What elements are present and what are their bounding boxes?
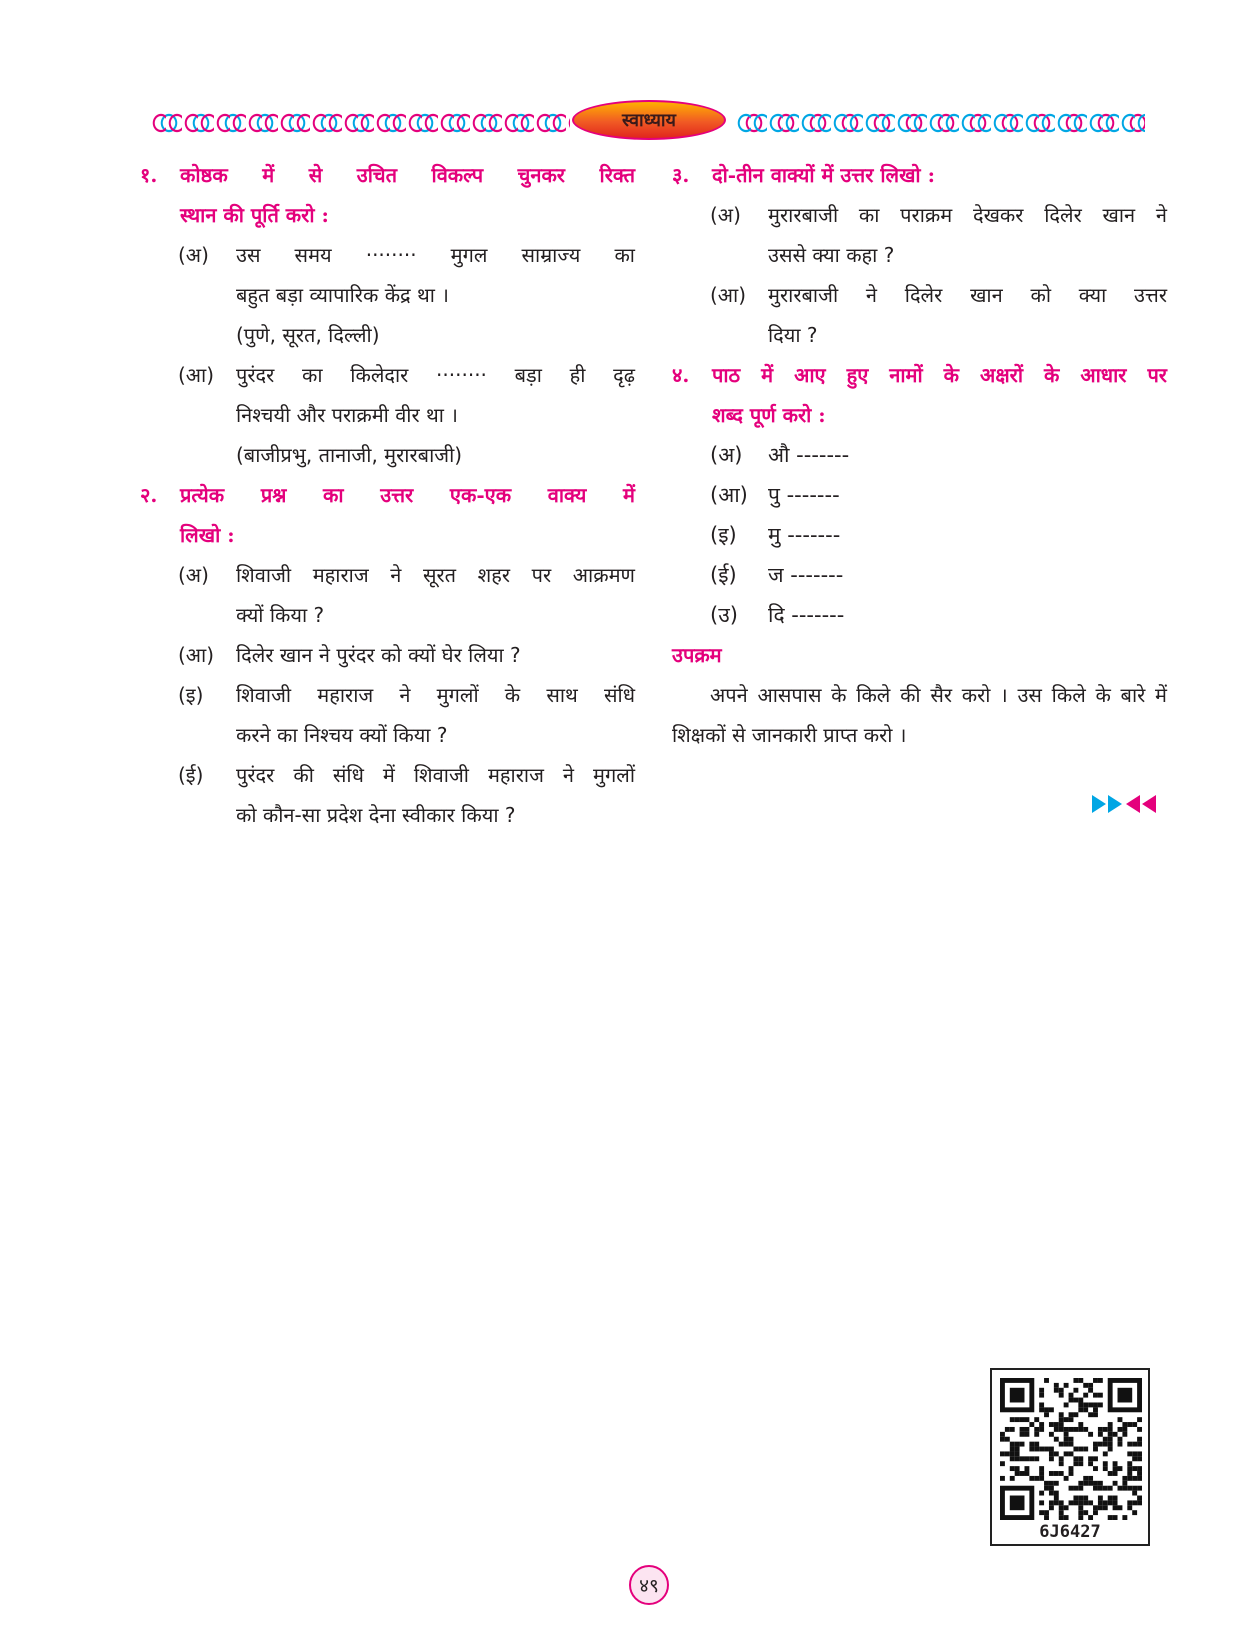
question-1-item-aa — [140, 355, 635, 475]
item-text: पुरंदर का किलेदार ········ बड़ा ही दृढ़ — [236, 363, 635, 387]
item-label: (अ) — [178, 243, 209, 267]
question-title-line: लिखो : — [180, 523, 235, 547]
item-label: (अ) — [178, 563, 209, 587]
question-4-item-ii — [672, 555, 1167, 595]
question-3-item-a — [672, 195, 1167, 275]
item-text-cont: क्यों किया ? — [236, 603, 325, 627]
qr-code-id: 6J6427 — [1039, 1522, 1101, 1542]
item-text-cont: निश्चयी और पराक्रमी वीर था । — [236, 403, 458, 427]
right-column — [672, 155, 1167, 755]
question-number: १. — [140, 163, 158, 187]
question-2-item-aa — [140, 635, 635, 675]
question-1-heading — [140, 155, 635, 195]
fill-blank-text: ज ------- — [768, 563, 844, 587]
item-choices: (पुणे, सूरत, दिल्ली) — [236, 323, 380, 347]
item-text-cont: बहुत बड़ा व्यापारिक केंद्र था । — [236, 283, 449, 307]
question-4-item-a — [672, 435, 1167, 475]
question-2-item-a — [140, 555, 635, 635]
question-title-line: दो-तीन वाक्यों में उत्तर लिखो : — [712, 163, 935, 187]
item-label: (उ) — [710, 603, 738, 627]
fill-blank-text: मु ------- — [768, 523, 841, 547]
item-label: (ई) — [178, 763, 204, 787]
item-text: शिवाजी महाराज ने मुगलों के साथ संधि — [236, 683, 635, 707]
item-label: (आ) — [710, 483, 748, 507]
fill-blank-text: पु ------- — [768, 483, 840, 507]
question-4-item-aa — [672, 475, 1167, 515]
item-label: (अ) — [710, 203, 741, 227]
question-1-item-a — [140, 235, 635, 355]
page-number: ४९ — [629, 1565, 669, 1605]
activity-text: अपने आसपास के किले की सैर करो । उस किले के बारे में शिक्षकों से जानकारी प्राप्त करो । — [672, 683, 1167, 747]
fill-blank-text: दि ------- — [768, 603, 845, 627]
item-text-cont: करने का निश्चय क्यों किया ? — [236, 723, 448, 747]
item-label: (आ) — [178, 643, 215, 667]
item-label: (आ) — [178, 363, 215, 387]
question-title-line: पाठ में आए हुए नामों के अक्षरों के आधार पर — [712, 363, 1167, 387]
question-4-heading — [672, 355, 1167, 395]
fill-blank-text: औ ------- — [768, 443, 850, 467]
question-title-line: प्रत्येक प्रश्न का उत्तर एक-एक वाक्य में — [180, 483, 635, 507]
item-label: (अ) — [710, 443, 743, 467]
item-text: दिलेर खान ने पुरंदर को क्यों घेर लिया ? — [236, 643, 521, 667]
item-text-cont: उससे क्या कहा ? — [768, 243, 895, 267]
question-2-item-ii — [140, 755, 635, 835]
question-title-line: शब्द पूर्ण करो : — [712, 403, 826, 427]
question-number: ४. — [672, 363, 690, 387]
question-4-heading-cont — [672, 395, 1167, 435]
question-2-item-i — [140, 675, 635, 755]
question-1-heading-cont — [140, 195, 635, 235]
item-label: (इ) — [178, 683, 204, 707]
item-text: मुरारबाजी ने दिलेर खान को क्या उत्तर — [768, 283, 1167, 307]
question-4-item-u — [672, 595, 1167, 635]
activity-heading: उपक्रम — [672, 643, 722, 667]
decorative-chain-right — [735, 112, 1145, 134]
section-title: स्वाध्याय — [572, 100, 726, 140]
item-text: उस समय ········ मुगल साम्राज्य का — [236, 243, 635, 267]
question-4-item-i — [672, 515, 1167, 555]
item-label: (आ) — [710, 283, 747, 307]
question-number: ३. — [672, 163, 690, 187]
left-column — [140, 155, 635, 835]
question-3-heading — [672, 155, 1167, 195]
item-label: (ई) — [710, 563, 737, 587]
section-banner — [150, 100, 1145, 144]
question-3-item-aa — [672, 275, 1167, 355]
decorative-chain-left — [150, 112, 570, 134]
item-text-cont: दिया ? — [768, 323, 818, 347]
qr-pattern — [1000, 1378, 1142, 1520]
question-number: २. — [140, 483, 158, 507]
question-2-heading-cont — [140, 515, 635, 555]
item-text: पुरंदर की संधि में शिवाजी महाराज ने मुगलों — [236, 763, 635, 787]
item-text: मुरारबाजी का पराक्रम देखकर दिलेर खान ने — [768, 203, 1167, 227]
item-text-cont: को कौन-सा प्रदेश देना स्वीकार किया ? — [236, 803, 516, 827]
question-title-line: स्थान की पूर्ति करो : — [180, 203, 329, 227]
item-choices: (बाजीप्रभु, तानाजी, मुरारबाजी) — [236, 443, 463, 467]
item-text: शिवाजी महाराज ने सूरत शहर पर आक्रमण — [236, 563, 635, 587]
item-label: (इ) — [710, 523, 737, 547]
qr-code[interactable] — [990, 1368, 1150, 1546]
question-title-line: कोष्ठक में से उचित विकल्प चुनकर रिक्त — [180, 163, 635, 187]
end-arrows-icon — [1092, 793, 1162, 815]
question-2-heading — [140, 475, 635, 515]
